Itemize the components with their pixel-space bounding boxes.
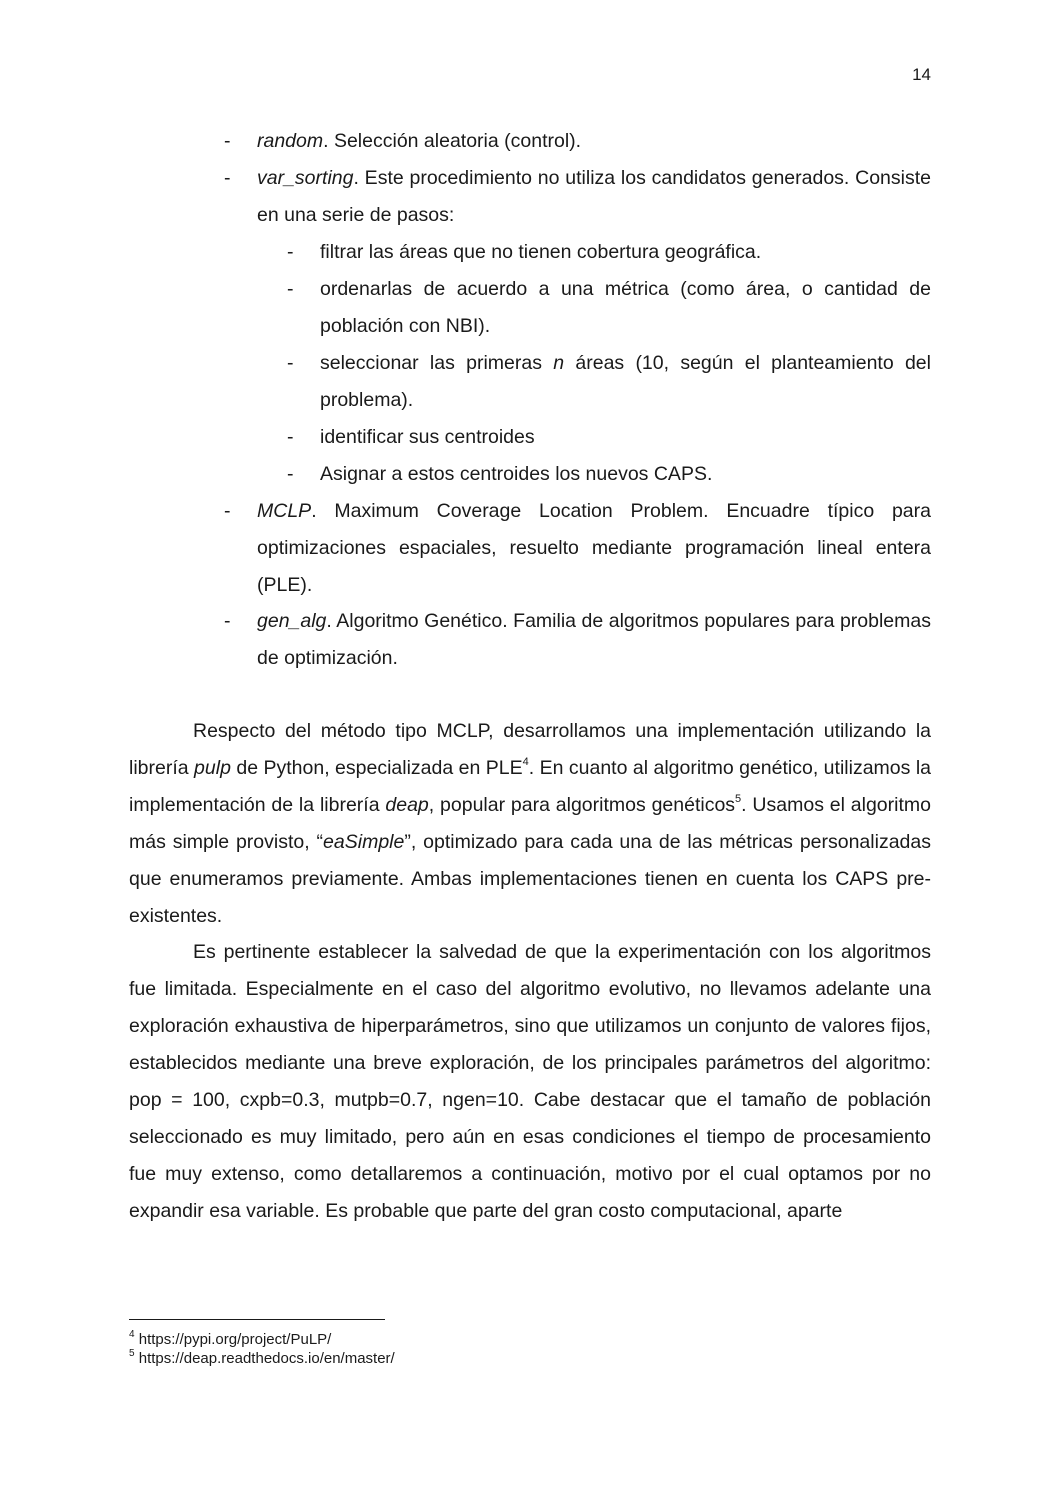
list-item-text: . Este procedimiento no utiliza los candidatos generados. Consiste en una serie de pasos:	[257, 167, 931, 226]
term-gen-alg: gen_alg	[257, 610, 327, 632]
paragraph-mclp-method	[129, 713, 931, 935]
paragraph-text: de Python, especializada en PLE	[230, 757, 523, 779]
list-item-var-sorting	[224, 160, 931, 234]
list-dash: -	[224, 500, 231, 522]
list-item-text: . Maximum Coverage Location Problem. Encuadre típico para optimizaciones espaciales, resuelto mediante programación lineal entera (PLE).	[257, 500, 931, 596]
term-mclp: MCLP	[257, 500, 312, 522]
term-var-sorting: var_sorting	[257, 167, 354, 189]
term-deap: deap	[385, 794, 429, 816]
footnote-ref-5[interactable]: 5	[735, 792, 742, 805]
sub-list-item-sort	[287, 271, 931, 345]
list-dash: -	[287, 463, 294, 485]
term-pulp: pulp	[194, 757, 231, 779]
paragraph-text: Es pertinente establecer la salvedad de que la experimentación con los algoritmos fue limitada. Especialmente en el caso del algoritmo evolutivo, no llevamos adelante una exploración exhaustiva de hiperparámetros, sino que utilizamos un conjunto de valores fijos, establecidos mediante una breve exploración, de los principales parámetros del algoritmo: pop = 100, cxpb=0.3, mutpb=0.7, ngen=10. Cabe destacar que el tamaño de población seleccionado es muy limitado, pero aún en esas condiciones el tiempo de procesamiento fue muy extenso, como detallaremos a continuación, motivo por el cual optamos por no expandir esa variable. Es probable que parte del gran costo computacional, aparte	[129, 941, 931, 1222]
sub-list-item-text: Asignar a estos centroides los nuevos CAPS.	[320, 463, 713, 485]
paragraph-text: , popular para algoritmos genéticos	[428, 794, 736, 816]
footnote-link[interactable]: https://deap.readthedocs.io/en/master/	[134, 1350, 395, 1367]
list-item-text: . Selección aleatoria (control).	[323, 130, 582, 152]
list-item-gen-alg	[224, 603, 931, 677]
sub-list-item-select	[287, 345, 931, 419]
footnote-mark: 4	[129, 1329, 135, 1340]
list-dash: -	[224, 130, 231, 152]
sub-list-item-text: filtrar las áreas que no tienen cobertura geográfica.	[320, 241, 762, 263]
footnote-mark: 5	[129, 1348, 135, 1359]
list-dash: -	[224, 167, 231, 189]
footnote-link[interactable]: https://pypi.org/project/PuLP/	[134, 1331, 332, 1348]
footnote-ref-4[interactable]: 4	[522, 755, 529, 768]
list-dash: -	[287, 241, 294, 263]
term-easimple: eaSimple	[323, 831, 405, 853]
list-dash: -	[224, 610, 231, 632]
paragraph-text: ”, optimizado para cada una de las métricas personalizadas que enumeramos previamente. Ambas implementaciones tienen en cuenta los CAPS pre-existentes.	[129, 831, 931, 927]
footnote-4	[129, 1331, 331, 1349]
term-n: n	[553, 352, 565, 374]
footnote-separator	[129, 1319, 385, 1320]
sub-list-item-filter	[287, 234, 931, 271]
list-dash: -	[287, 426, 294, 448]
paragraph-text: . Usamos el algoritmo más simple provisto, “	[129, 794, 931, 853]
list-dash: -	[287, 352, 294, 374]
sub-list-item-text: ordenarlas de acuerdo a una métrica (como área, o cantidad de población con NBI).	[320, 278, 931, 337]
sub-list-item-centroids	[287, 419, 931, 456]
page-number: 14	[912, 65, 931, 84]
footnote-5	[129, 1350, 395, 1368]
paragraph-text: . En cuanto al algoritmo genético, utilizamos la implementación de la librería	[129, 757, 931, 816]
list-item-text: . Algoritmo Genético. Familia de algoritmos populares para problemas de optimización.	[257, 610, 931, 669]
sub-list-item-text: identificar sus centroides	[320, 426, 535, 448]
list-item-random	[224, 123, 931, 160]
sub-list-item-text: áreas (10, según el planteamiento del problema).	[320, 352, 931, 411]
sub-list-item-text: seleccionar las primeras	[320, 352, 554, 374]
list-dash: -	[287, 278, 294, 300]
list-item-mclp	[224, 493, 931, 604]
term-random: random	[257, 130, 324, 152]
paragraph-experimentation	[129, 934, 931, 1230]
paragraph-text: Respecto del método tipo MCLP, desarrollamos una implementación utilizando la librería	[129, 720, 931, 779]
sub-list-item-assign	[287, 456, 931, 493]
